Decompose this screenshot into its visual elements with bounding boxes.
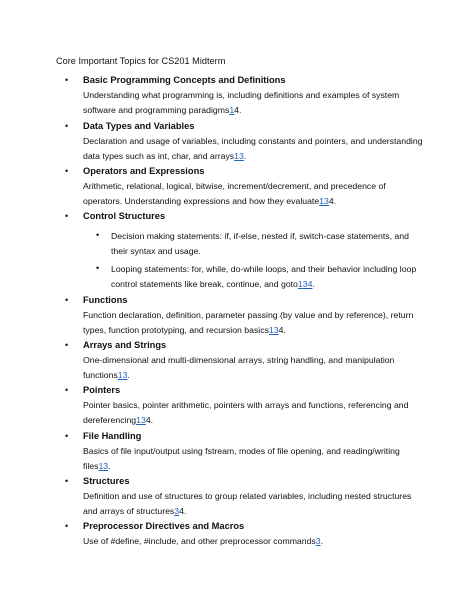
reference-number: 3 (122, 369, 128, 380)
reference-number: 4 (307, 278, 313, 289)
reference-number: 3 (103, 460, 109, 471)
reference-text: 4 (234, 104, 239, 115)
bullet-icon: • (65, 476, 69, 486)
reference-link[interactable] (136, 415, 146, 425)
topic-heading: Preprocessor Directives and Macros (83, 521, 245, 531)
topic-body (83, 489, 423, 518)
sentence-end: . (127, 369, 130, 380)
bullet-icon: • (65, 166, 69, 176)
sub-item-text (111, 262, 423, 291)
bullet-icon: • (65, 211, 69, 221)
topic-item (65, 120, 423, 163)
topic-item (65, 520, 423, 549)
sentence-end: . (108, 460, 111, 471)
reference-number: 1 (268, 324, 274, 335)
bullet-icon: • (65, 340, 69, 350)
reference-number: 1 (319, 195, 325, 206)
bullet-icon: • (65, 385, 69, 395)
reference-number: 1 (234, 150, 239, 161)
topic-heading: Data Types and Variables (83, 121, 195, 131)
topic-heading: Pointers (83, 385, 121, 395)
topic-item (65, 475, 423, 518)
topic-heading: Functions (83, 295, 128, 305)
topic-body-text: Arithmetic, relational, logical, bitwise, increment/decrement, and precedence of operators. Understanding expressions and how they evaluate (83, 181, 386, 206)
bullet-icon: • (65, 75, 69, 85)
reference-text: 4 (278, 324, 284, 335)
reference-number: 3 (273, 324, 279, 335)
bullet-icon: • (65, 295, 69, 305)
bullet-icon: • (96, 230, 100, 240)
sentence-end: . (320, 536, 324, 546)
reference-link[interactable] (319, 196, 329, 206)
reference-text: 4 (328, 195, 334, 206)
topic-body (83, 534, 423, 549)
topic-body-text: Definition and use of structures to group related variables, including nested structures and arrays of structures (83, 491, 412, 516)
topic-item (65, 165, 423, 208)
sentence-end: . (283, 324, 286, 335)
reference-number: 3 (302, 278, 308, 289)
topic-item (65, 384, 423, 427)
bullet-icon: • (65, 431, 69, 441)
topic-body-text: Function declaration, definition, parameter passing (by value and by reference), return types, function prototyping, and recursion basics (83, 310, 414, 335)
topic-heading: Structures (83, 476, 130, 486)
topic-item (65, 430, 423, 473)
reference-link[interactable]: 3 (174, 505, 180, 516)
reference-number: 1 (98, 460, 104, 471)
topic-body (83, 353, 423, 382)
sentence-end: . (239, 104, 242, 115)
topic-body-text: Declaration and usage of variables, including constants and pointers, and understanding data types such as int, char, and arrays (83, 136, 423, 161)
topic-item (65, 339, 423, 382)
sub-item-body: Looping statements: for, while, do-while loops, and their behavior including loop control statements like break, continue, and goto (111, 264, 417, 289)
topic-item (65, 294, 423, 337)
topic-heading: Basic Programming Concepts and Definitions (83, 75, 286, 85)
topic-item (65, 210, 423, 223)
document-title: Core Important Topics for CS201 Midterm (56, 56, 226, 66)
reference-number: 3 (140, 414, 146, 425)
sub-item (96, 229, 423, 258)
topic-body (83, 398, 423, 427)
topic-body-text: Use of #define, #include, and other preprocessor commands (83, 536, 316, 546)
reference-text: 4 (179, 505, 184, 516)
topic-body (83, 444, 423, 473)
sentence-end: . (312, 278, 315, 289)
bullet-icon: • (96, 263, 100, 273)
bullet-icon: • (65, 521, 69, 531)
topic-body-text: One-dimensional and multi-dimensional arrays, string handling, and manipulation functions (83, 355, 395, 380)
bullet-icon: • (65, 121, 69, 131)
topic-heading: File Handling (83, 431, 142, 441)
reference-number: 3 (324, 195, 329, 206)
reference-link[interactable]: 1 (229, 104, 235, 115)
reference-number: 1 (117, 369, 123, 380)
sub-item-text: Decision making statements: if, if-else, nested if, switch-case statements, and their syntax and usage. (111, 231, 409, 256)
reference-text: 4 (145, 414, 151, 425)
topic-heading: Control Structures (83, 211, 166, 221)
sentence-end: . (333, 195, 337, 206)
topic-item (65, 74, 423, 117)
sentence-end: . (183, 505, 187, 516)
topic-body (83, 179, 423, 208)
reference-link[interactable] (298, 279, 313, 289)
topic-body (83, 134, 423, 163)
reference-number: 1 (136, 414, 141, 425)
reference-link[interactable] (98, 460, 111, 471)
reference-link[interactable] (269, 325, 279, 335)
reference-number: 1 (297, 278, 303, 289)
reference-link[interactable] (234, 150, 247, 161)
topic-body-text: Understanding what programming is, including definitions and examples of system software and programming paradigms (83, 90, 400, 115)
topic-body-text: Pointer basics, pointer arithmetic, pointers with arrays and functions, referencing and dereferencing (83, 400, 409, 425)
topic-body (83, 88, 423, 117)
sentence-end: . (243, 150, 247, 161)
topic-heading: Arrays and Strings (83, 340, 167, 350)
topic-body-text: Basics of file input/output using fstream, modes of file opening, and reading/writing files (83, 446, 400, 471)
reference-number: 3 (239, 150, 244, 161)
reference-link[interactable]: 3 (315, 536, 321, 546)
sentence-end: . (150, 414, 154, 425)
topic-heading: Operators and Expressions (83, 166, 205, 176)
topic-body (83, 308, 423, 337)
sub-item (96, 262, 423, 291)
